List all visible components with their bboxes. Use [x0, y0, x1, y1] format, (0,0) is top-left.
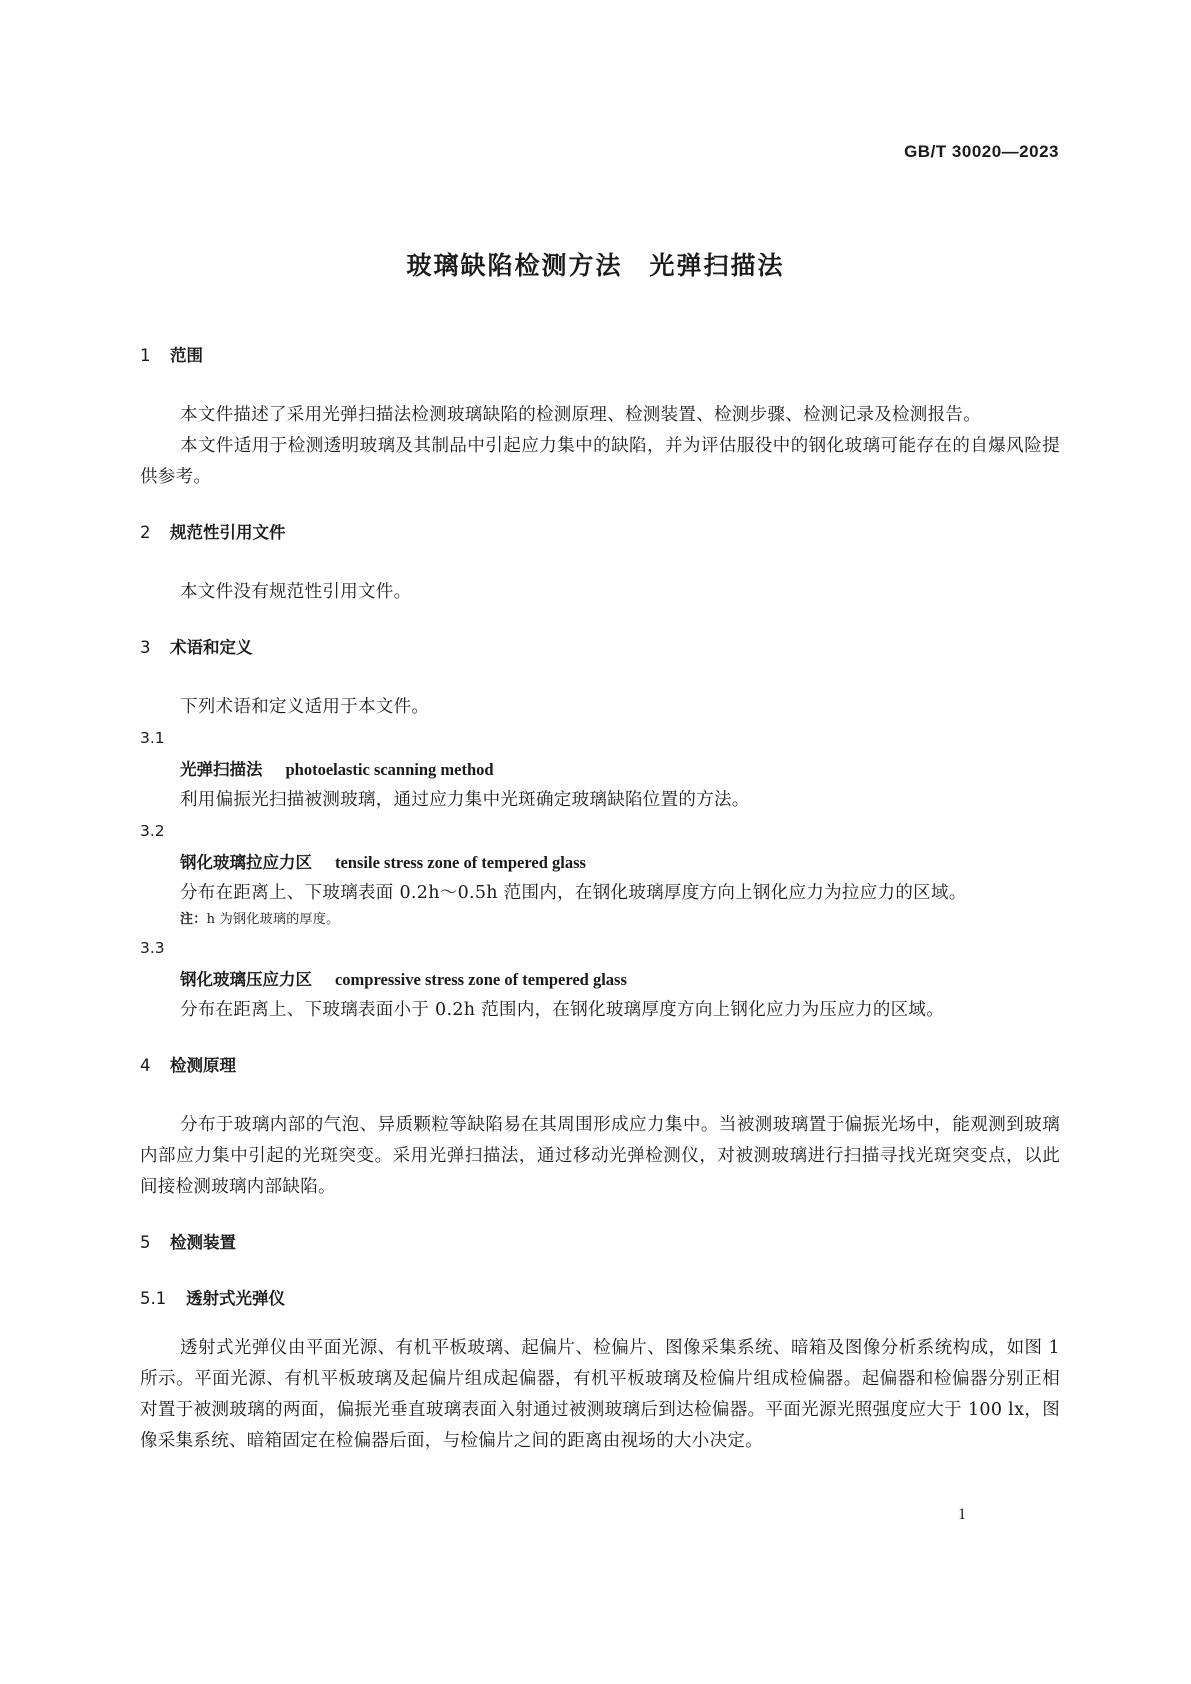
term-definition: 分布在距离上、下玻璃表面 0.2h～0.5h 范围内，在钢化玻璃厚度方向上钢化应力为拉应力的区域。	[180, 883, 967, 903]
document-title: 玻璃缺陷检测方法 光弹扫描法	[406, 251, 785, 280]
term-title-en: compressive stress zone of tempered glass	[334, 970, 627, 989]
section-heading-scope	[140, 344, 1060, 368]
section-number: 1	[140, 346, 151, 365]
subsection-heading-transmission-photoelastic	[140, 1287, 1060, 1311]
paragraph: 本文件没有规范性引用文件。	[180, 582, 412, 602]
term-title	[140, 754, 1060, 785]
term-title-cn: 光弹扫描法	[180, 760, 263, 779]
section-title: 术语和定义	[170, 638, 253, 657]
paragraph: 本文件描述了采用光弹扫描法检测玻璃缺陷的检测原理、检测装置、检测步骤、检测记录及检测报告。	[180, 405, 981, 425]
section-title: 范围	[170, 346, 203, 365]
note-label: 注：	[180, 912, 207, 927]
term-definition: 分布在距离上、下玻璃表面小于 0.2h 范围内，在钢化玻璃厚度方向上钢化应力为压应力的区域。	[180, 1000, 945, 1020]
section-heading-terms	[140, 636, 1060, 660]
section-number: 4	[140, 1056, 151, 1075]
paragraph: 透射式光弹仪由平面光源、有机平板玻璃、起偏片、检偏片、图像采集系统、暗箱及图像分析系统构成，如图 1 所示。平面光源、有机平板玻璃及起偏片组成起偏器，有机平板玻璃及检偏片组成检偏器。起偏器和检偏器分别正相对置于被测玻璃的两面，偏振光垂直玻璃表面入射通过被测玻璃后到达检偏器。平面光源光照强度应大于 100 lx，图像采集系统、暗箱固定在检偏器后面，与检偏片之间的距离由视场的大小决定。	[140, 1338, 1060, 1451]
section-title: 规范性引用文件	[170, 523, 286, 542]
section-number: 5	[140, 1233, 151, 1252]
term-number: 3.3	[140, 939, 165, 957]
term-title-en: tensile stress zone of tempered glass	[334, 853, 586, 872]
note-text: h 为钢化玻璃的厚度。	[206, 912, 340, 927]
document-body	[140, 344, 1060, 1457]
term-title-cn: 钢化玻璃拉应力区	[180, 853, 312, 872]
term-title-en: photoelastic scanning method	[285, 760, 494, 779]
section-heading-principle	[140, 1054, 1060, 1078]
page-number: 1	[958, 1506, 966, 1523]
term-number: 3.2	[140, 822, 165, 840]
term-note	[140, 909, 1060, 933]
section-number: 3	[140, 638, 151, 657]
paragraph: 下列术语和定义适用于本文件。	[180, 697, 430, 717]
subsection-title: 透射式光弹仪	[186, 1289, 285, 1308]
term-number: 3.1	[140, 729, 165, 747]
term-title	[140, 847, 1060, 878]
section-title: 检测装置	[170, 1233, 236, 1252]
paragraph: 分布于玻璃内部的气泡、异质颗粒等缺陷易在其周围形成应力集中。当被测玻璃置于偏振光场中，能观测到玻璃内部应力集中引起的光斑突变。采用光弹扫描法，通过移动光弹检测仪，对被测玻璃进行扫描寻找光斑突变点，以此间接检测玻璃内部缺陷。	[140, 1115, 1060, 1197]
standard-number: GB/T 30020—2023	[904, 142, 1059, 161]
paragraph: 本文件适用于检测透明玻璃及其制品中引起应力集中的缺陷，并为评估服役中的钢化玻璃可能存在的自爆风险提供参考。	[140, 436, 1060, 487]
term-title-cn: 钢化玻璃压应力区	[180, 970, 312, 989]
section-heading-apparatus	[140, 1231, 1060, 1255]
section-title: 检测原理	[170, 1056, 236, 1075]
term-title	[140, 964, 1060, 995]
section-number: 2	[140, 523, 151, 542]
subsection-number: 5.1	[140, 1289, 167, 1308]
section-heading-normative-references	[140, 521, 1060, 545]
term-definition: 利用偏振光扫描被测玻璃，通过应力集中光斑确定玻璃缺陷位置的方法。	[180, 790, 750, 810]
